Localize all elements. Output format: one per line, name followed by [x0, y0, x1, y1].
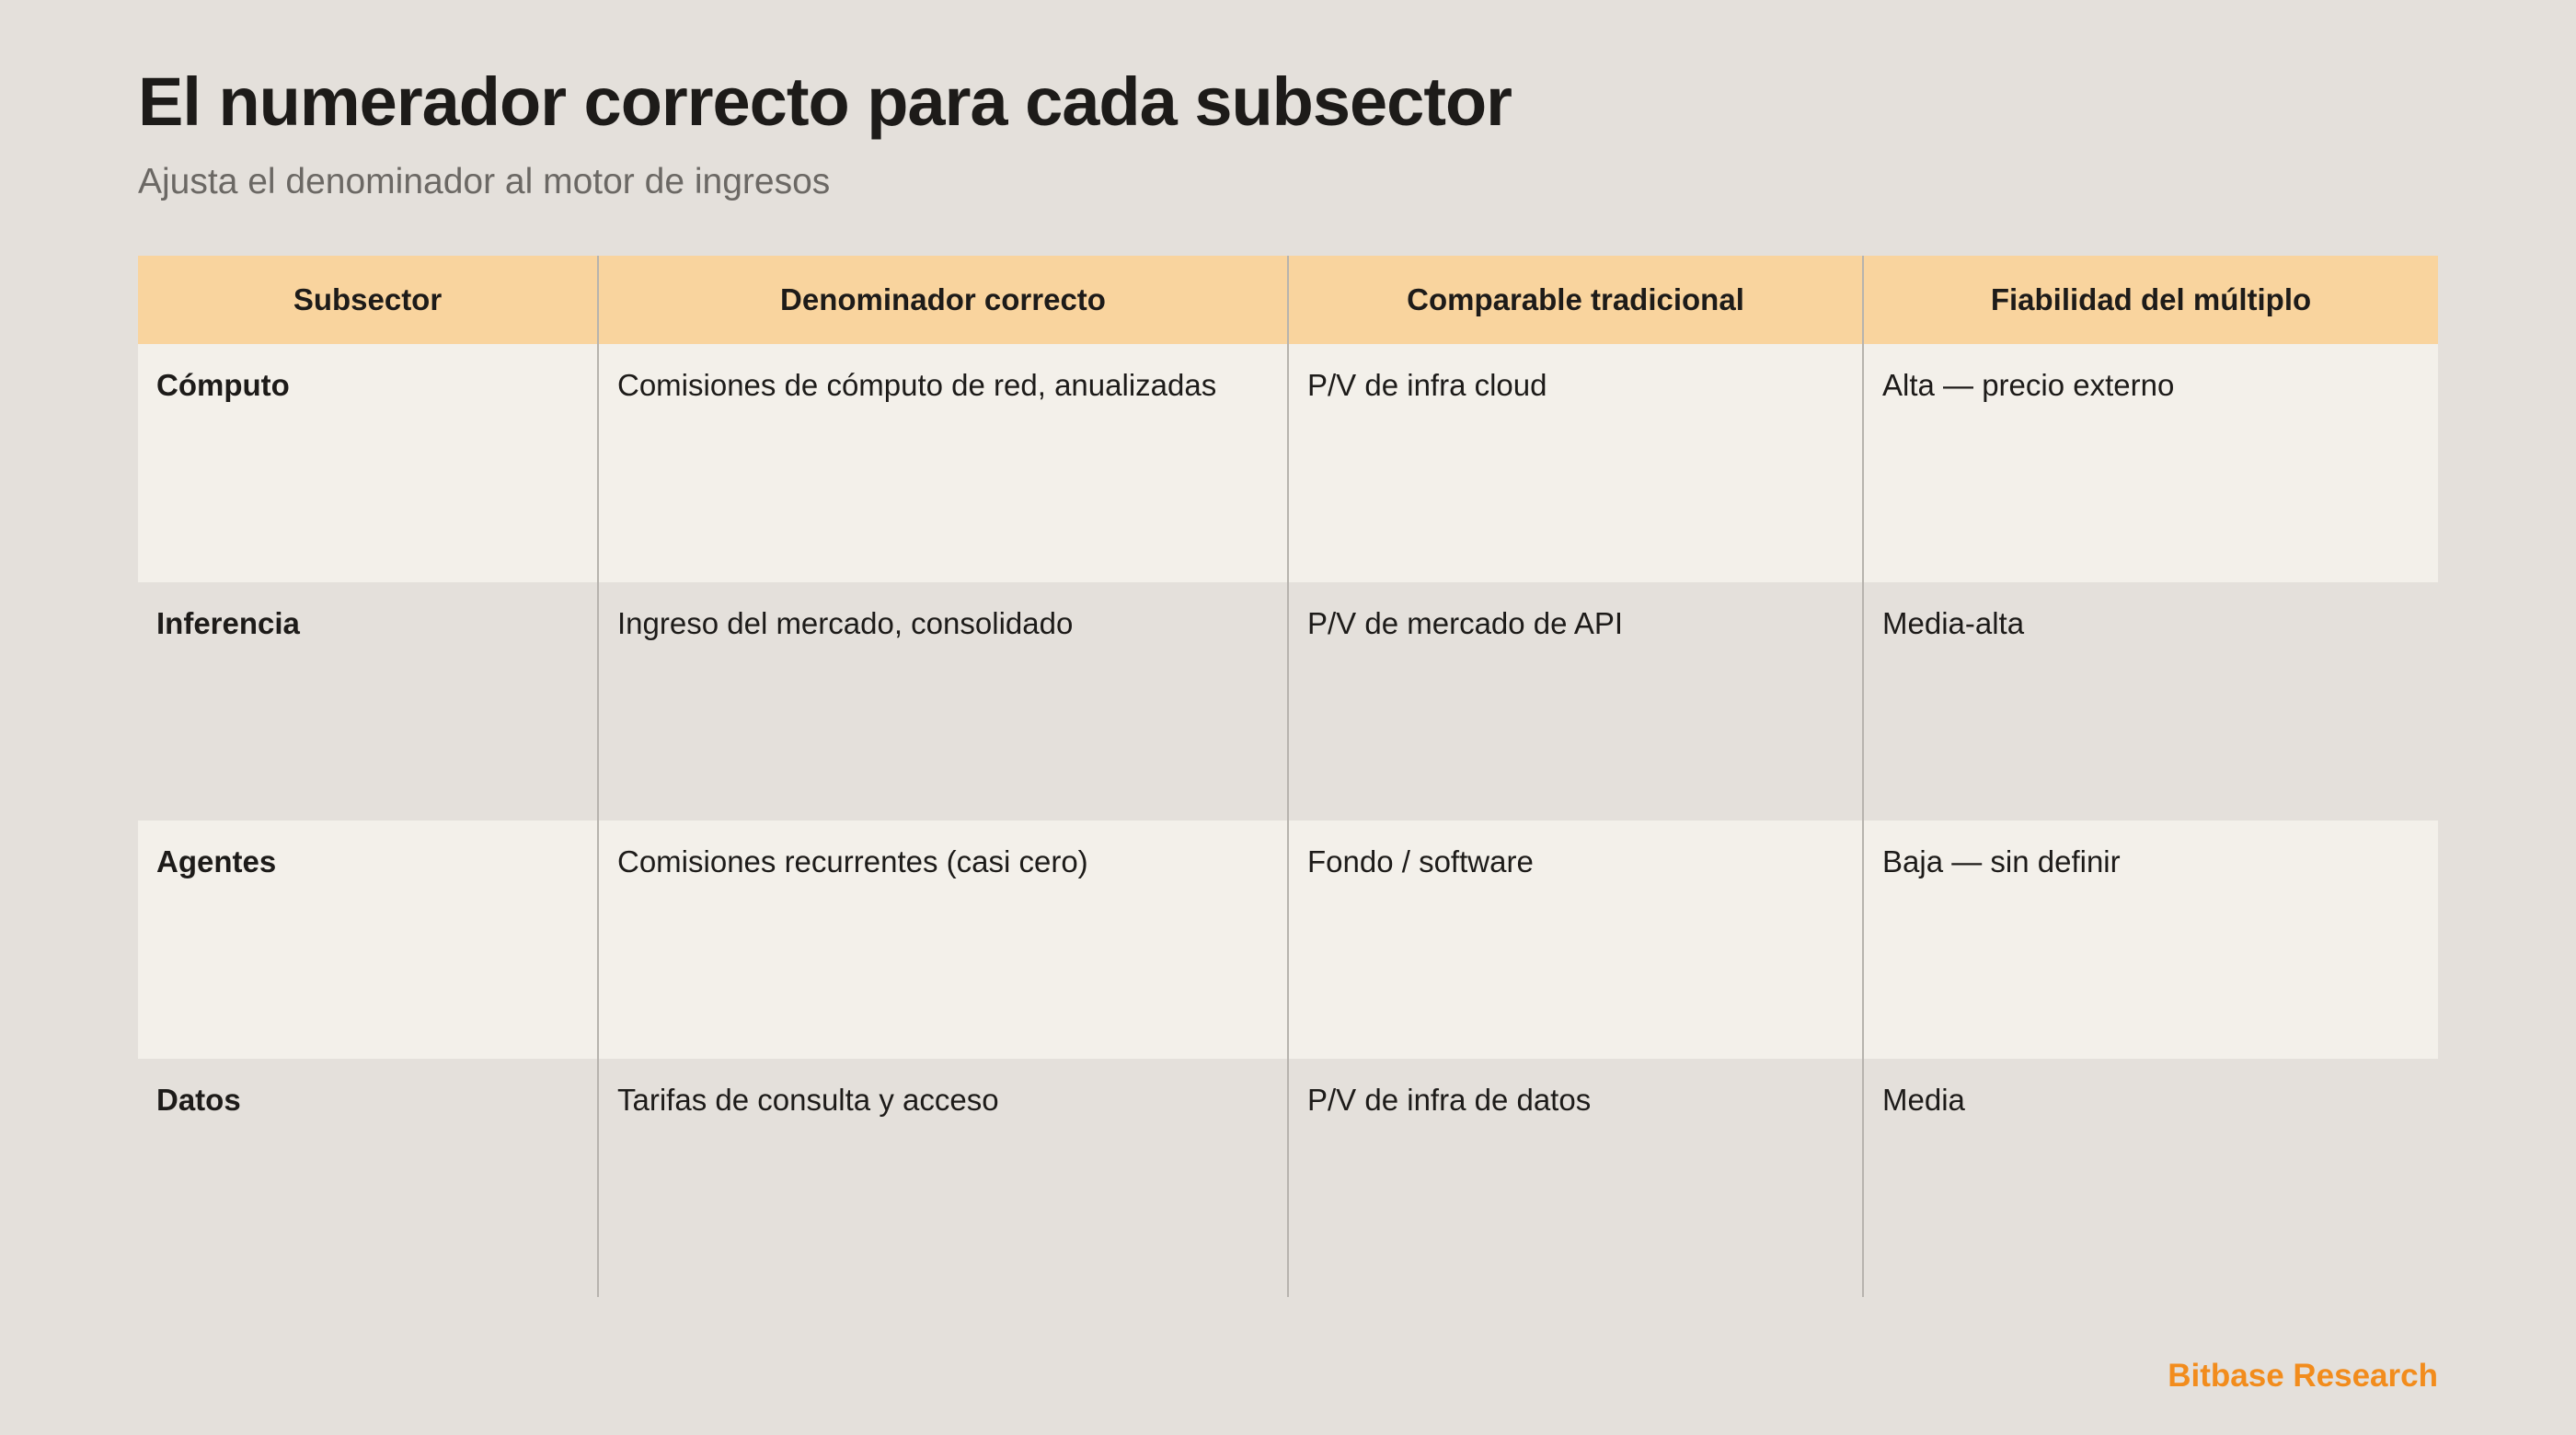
cell-fiabilidad: Media-alta [1863, 582, 2438, 821]
brand-footer: Bitbase Research [2168, 1358, 2438, 1394]
cell-comparable: Fondo / software [1288, 821, 1863, 1059]
cell-denominador: Tarifas de consulta y acceso [598, 1059, 1288, 1297]
cell-comparable: P/V de infra cloud [1288, 344, 1863, 582]
cell-denominador: Comisiones recurrentes (casi cero) [598, 821, 1288, 1059]
table-row [138, 1059, 2438, 1297]
cell-fiabilidad: Media [1863, 1059, 2438, 1297]
cell-subsector: Agentes [138, 821, 598, 1059]
page-subtitle: Ajusta el denominador al motor de ingresos [138, 162, 831, 201]
header-comparable: Comparable tradicional [1288, 256, 1863, 344]
cell-comparable: P/V de mercado de API [1288, 582, 1863, 821]
header-denominador: Denominador correcto [598, 256, 1288, 344]
table-header-row [138, 256, 2438, 344]
table-row [138, 821, 2438, 1059]
header-fiabilidad: Fiabilidad del múltiplo [1863, 256, 2438, 344]
comparison-table [138, 256, 2438, 1297]
cell-comparable: P/V de infra de datos [1288, 1059, 1863, 1297]
cell-denominador: Comisiones de cómputo de red, anualizadas [598, 344, 1288, 582]
cell-subsector: Inferencia [138, 582, 598, 821]
table-row [138, 344, 2438, 582]
cell-denominador: Ingreso del mercado, consolidado [598, 582, 1288, 821]
cell-subsector: Cómputo [138, 344, 598, 582]
table-row [138, 582, 2438, 821]
cell-subsector: Datos [138, 1059, 598, 1297]
header-subsector: Subsector [138, 256, 598, 344]
cell-fiabilidad: Alta — precio externo [1863, 344, 2438, 582]
page-title: El numerador correcto para cada subsector [138, 63, 1512, 140]
cell-fiabilidad: Baja — sin definir [1863, 821, 2438, 1059]
